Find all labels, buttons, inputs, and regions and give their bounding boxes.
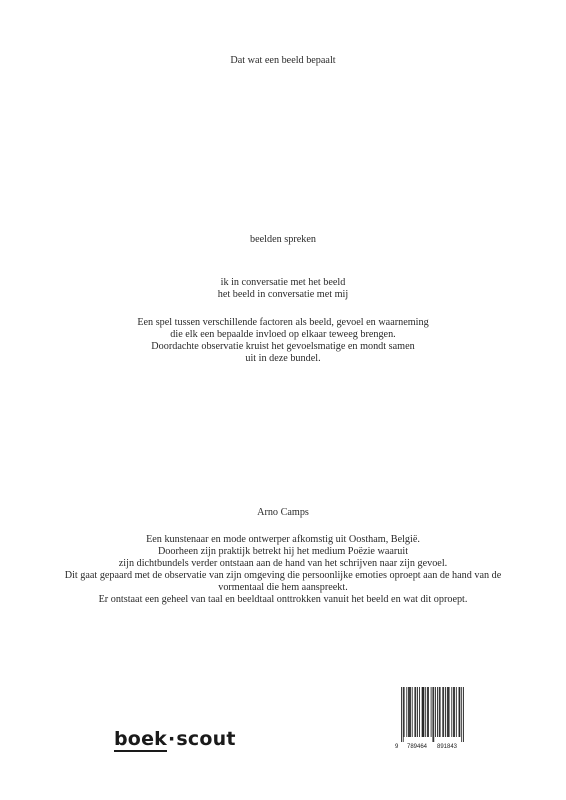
isbn-barcode: [395, 687, 467, 753]
bio-line: vormentaal die hem aanspreekt.: [218, 582, 348, 593]
barcode-digits-group1: 789464: [407, 744, 428, 750]
barcode-bar: [431, 687, 432, 737]
barcode-bar: [410, 687, 411, 737]
paragraph-line: die elk een bepaalde invloed op elkaar teweeg brengen.: [170, 329, 396, 340]
barcode-bar: [433, 687, 434, 742]
barcode-bar: [433, 687, 434, 742]
barcode-bar: [435, 687, 436, 737]
barcode-bar: [456, 687, 457, 737]
barcode-bar: [460, 687, 461, 737]
barcode-bar: [437, 687, 438, 737]
barcode-bar: [439, 687, 440, 737]
paragraph-line: Doordachte observatie kruist het gevoelsmatige en mondt samen: [151, 341, 415, 352]
barcode-bar: [409, 687, 410, 737]
author-name: Arno Camps: [257, 507, 309, 518]
barcode-bar: [454, 687, 455, 737]
bio-line: zijn dichtbundels verder ontstaan aan de hand van het schrijven naar zijn gevoel.: [118, 558, 448, 569]
barcode-bar: [412, 687, 413, 737]
bio-line: Dit gaat gepaard met de observatie van zijn omgeving die persoonlijke emoties oproept aan de hand van de: [64, 570, 502, 581]
barcode-digits-group2: 891843: [437, 744, 458, 750]
bio-line: Er ontstaat een geheel van taal en beeldtaal onttrokken vanuit het beeld en wat dit oproept.: [98, 594, 468, 605]
barcode-bar: [401, 687, 402, 742]
barcode-bar: [448, 687, 449, 737]
barcode-bar: [427, 687, 428, 737]
barcode-digit-first: 9: [395, 744, 399, 750]
couplet-line: het beeld in conversatie met mij: [217, 289, 349, 300]
barcode-bar: [453, 687, 454, 737]
barcode-bar: [447, 687, 448, 737]
barcode-bar: [443, 687, 444, 737]
barcode-bar: [417, 687, 418, 737]
barcode-bar: [423, 687, 424, 737]
barcode-bar: [428, 687, 429, 737]
barcode-bar: [422, 687, 423, 737]
barcode-bar: [415, 687, 416, 737]
couplet: [0, 277, 566, 301]
barcode-bar: [403, 687, 404, 742]
barcode-bar: [419, 687, 420, 737]
couplet-line: ik in conversatie met het beeld: [220, 277, 346, 288]
paragraph-line: uit in deze bundel.: [245, 353, 321, 364]
logo-separator: ·: [168, 728, 176, 750]
barcode-bar: [415, 687, 416, 737]
barcode-bar: [406, 687, 407, 737]
barcode-bar: [404, 687, 405, 737]
barcode-bar: [463, 687, 464, 742]
barcode-bar: [461, 687, 462, 742]
bio-line: Doorheen zijn praktijk betrekt hij het medium Poëzie waaruit: [157, 546, 409, 557]
barcode-bar: [440, 687, 441, 737]
logo-text-ek: ek: [141, 728, 167, 750]
bio-line: Een kunstenaar en mode ontwerper afkomstig uit Oostham, België.: [146, 534, 420, 545]
paragraph-line: Een spel tussen verschillende factoren als beeld, gevoel en waarneming: [137, 317, 429, 328]
barcode-bar: [408, 687, 409, 737]
barcode-bar: [442, 687, 443, 737]
intro-paragraph: [0, 317, 566, 365]
publisher-logo: [114, 728, 236, 750]
barcode-bar: [424, 687, 425, 737]
barcode-bar: [425, 687, 426, 737]
barcode-bars: [395, 687, 467, 742]
barcode-bar: [449, 687, 450, 737]
back-cover-title: Dat wat een beeld bepaalt: [230, 55, 336, 66]
barcode-bar: [459, 687, 460, 737]
barcode-bar: [451, 687, 452, 737]
logo-text-bo: bo: [114, 728, 142, 750]
logo-text-scout: scout: [176, 728, 236, 750]
barcode-bar: [445, 687, 446, 737]
section-heading: beelden spreken: [250, 234, 316, 245]
author-bio: [0, 534, 566, 606]
